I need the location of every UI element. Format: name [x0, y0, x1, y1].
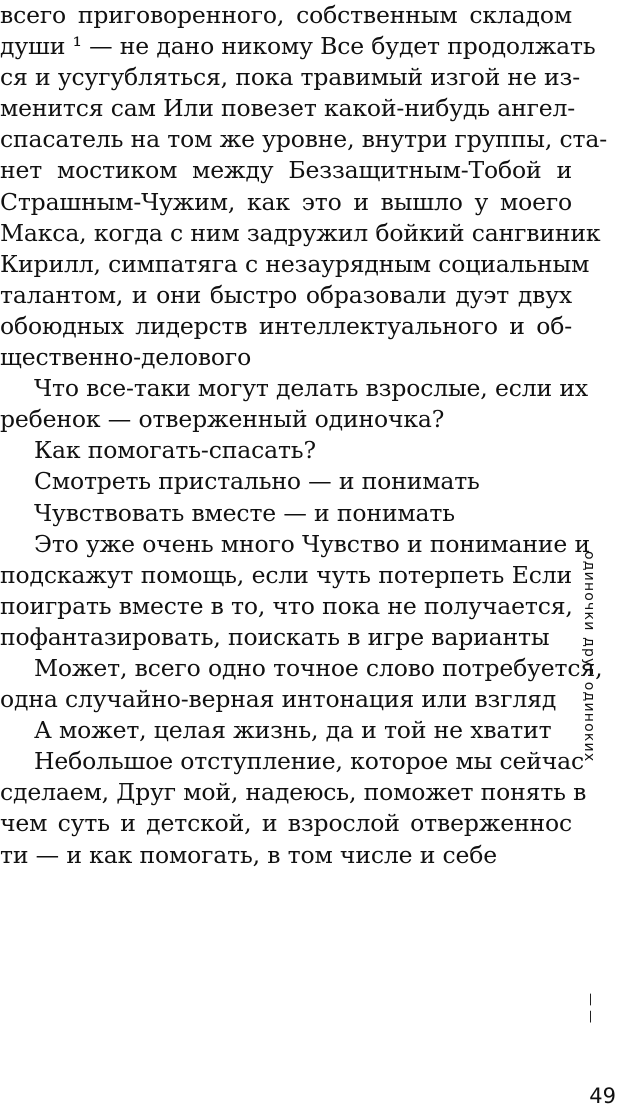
page-number: 49: [589, 1084, 616, 1108]
text-line: А может, целая жизнь, да и той не хватит: [34, 716, 552, 745]
text-line: души ¹ — не дано никому Все будет продолжать: [0, 32, 596, 61]
text-line: спасатель на том же уровне, внутри группы, ста-: [0, 125, 608, 154]
text-line: одна случайно-верная интонация или взгляд: [0, 685, 557, 714]
text-line: сделаем, Друг мой, надеюсь, поможет понять в: [0, 778, 587, 807]
text-line: подскажут помощь, если чуть потерпеть Если: [0, 560, 572, 589]
text-line: Это уже очень много Чувство и понимание и: [34, 529, 590, 558]
text-line: поиграть вместе в то, что пока не получается,: [0, 591, 573, 620]
text-line: Макса, когда с ним задружил бойкий сангвиник: [0, 218, 601, 247]
text-line: Кирилл, симпатяга с незаурядным социальным: [0, 249, 590, 278]
text-line: щественно-делового: [0, 343, 252, 372]
text-line: Может, всего одно точное слово потребуется,: [34, 653, 603, 682]
text-line: талантом, и они быстро образовали дуэт двух: [0, 280, 572, 309]
text-line: Чувствовать вместе — и понимать: [34, 498, 455, 527]
text-line: Смотреть пристально — и понимать: [34, 467, 480, 496]
text-line: Что все-таки могут делать взрослые, если их: [34, 374, 588, 403]
running-title: одиночки друг одиноких: [581, 551, 597, 763]
text-line: пофантазировать, поискать в игре варианты: [0, 622, 550, 651]
text-line: ти — и как помогать, в том числе и себе: [0, 840, 498, 869]
text-line: обоюдных лидерств интеллектуального и об-: [0, 311, 572, 340]
text-line: Страшным-Чужим, как это и вышло у моего: [0, 187, 572, 216]
text-line: нет мостиком между Беззащитным-Тобой и: [0, 156, 572, 185]
text-line: менится сам Или повезет какой-нибудь ангел-: [0, 94, 576, 123]
text-line: ребенок — отверженный одиночка?: [0, 405, 445, 434]
text-line: Небольшое отступление, которое мы сейчас: [34, 747, 585, 776]
text-line: Как помогать-спасать?: [34, 436, 316, 465]
margin-marks: — —: [583, 992, 598, 1024]
text-line: всего приговоренного, собственным складом: [0, 1, 572, 29]
text-line: ся и усугубляться, пока травимый изгой не из-: [0, 63, 580, 92]
text-line: чем суть и детской, и взрослой отверженнос: [0, 809, 572, 838]
